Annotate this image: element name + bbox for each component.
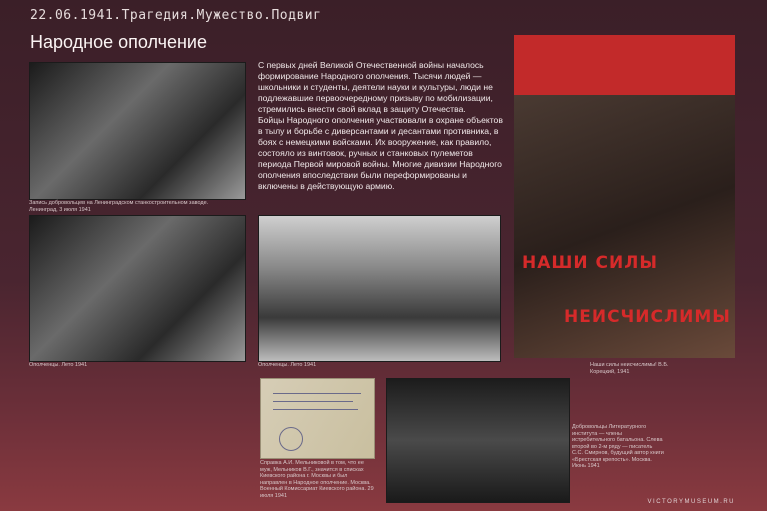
poster-red-banner (514, 35, 735, 95)
document-certificate (260, 378, 375, 459)
caption-document: Справка А.И. Мельниковой в том, что ее муж, Мельников В.Г., значится в списках Киевского района г. Москвы и был направлен в Народное ополчение. Москва. Военный Комиссариат Киевского района. 29 июля 1941 (260, 460, 374, 499)
poster-image (514, 35, 735, 358)
caption-photo4: Добровольцы Литературного института — члены истребительного батальона. Слева второй во 2-м ряду — писатель С.С. Смирнов, будущий автор книги «Брестская крепость». Москва. Июнь 1941 (572, 424, 664, 469)
stamp-icon (279, 427, 303, 451)
poster-text-line2: НЕИСЧИСЛИМЫ (564, 307, 731, 327)
caption-photo3: Ополченцы. Лето 1941 (258, 362, 317, 368)
caption-poster: Наши силы неисчислимы! В.Б. Корецкий, 1941 (590, 362, 669, 375)
photo-literary-institute-volunteers (386, 378, 570, 503)
photo-militia-march (29, 215, 246, 362)
photo-volunteers-registration (29, 62, 246, 200)
caption-photo2: Ополченцы. Лето 1941 (29, 362, 88, 368)
watermark: VICTORYMUSEUM.RU (647, 499, 735, 505)
header-date-line: 22.06.1941.Трагедия.Мужество.Подвиг (30, 8, 322, 23)
photo-militia-group (258, 215, 501, 362)
caption-photo1: Запись добровольцев на Ленинградском станкостроительном заводе. Ленинград, 3 июля 1941 (29, 200, 209, 213)
page-title: Народное ополчение (30, 32, 207, 52)
body-text (258, 60, 503, 192)
body-paragraph-2: Бойцы Народного ополчения участвовали в охране объектов в тылу и борьбе с диверсантами и десантами противника, в боях с немецкими войсками. Их вооружение, как правило, состояло из винтовок, ручных и станковых пулеметов периода Первой мировой войны. Многие дивизии Народного ополчения впоследствии были переформированы и включены в действующую армию. (258, 115, 503, 191)
poster-text-line1: НАШИ СИЛЫ (522, 253, 658, 273)
body-paragraph-1: С первых дней Великой Отечественной войны началось формирование Народного ополчения. Тысячи людей — школьники и студенты, деятели науки и культуры, люди не подлежавшие первоочередному призыву по мобилизации, стремились внести свой вклад в защиту Отечества. (258, 60, 493, 114)
